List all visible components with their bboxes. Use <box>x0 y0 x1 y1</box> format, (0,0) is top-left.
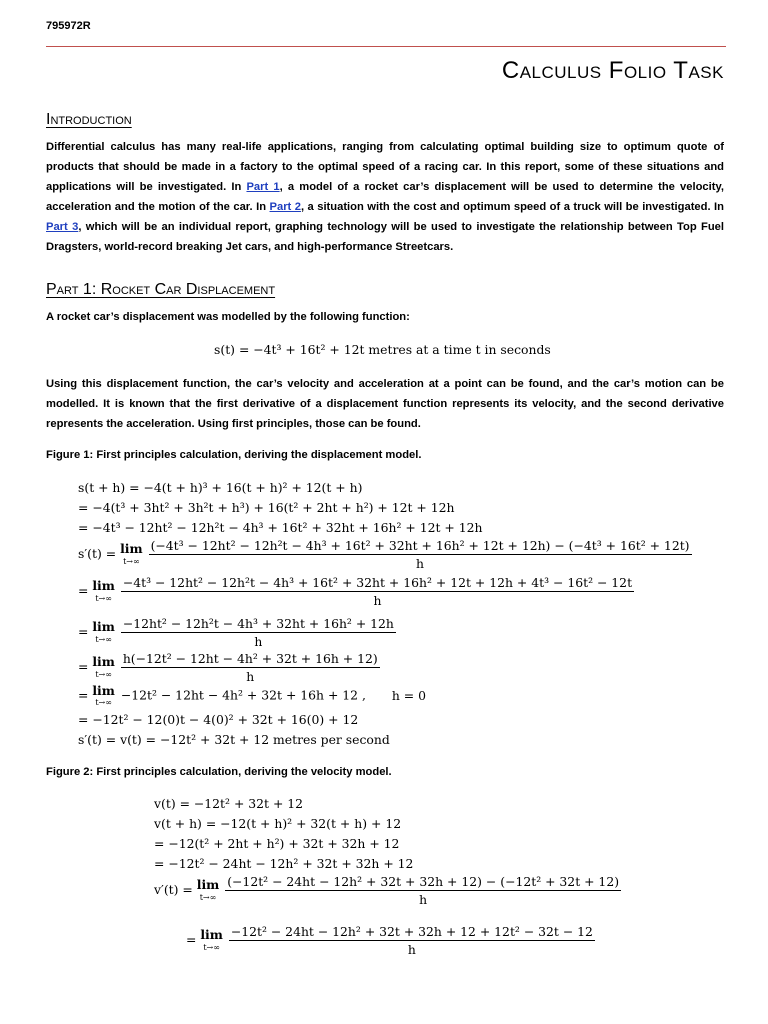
part-3-link[interactable]: Part 3 <box>46 221 79 233</box>
introduction-paragraph <box>46 137 724 257</box>
intro-text-1: Differential calculus has many real-life applications, ranging from calculating optimal building size to optimum quote of products that should be made in a factory to the optimal speed of a racing car. In this report, some of these situations and applications will be investigated. In <box>46 141 724 193</box>
displacement-model-equation: s(t) = −4t³ + 16t² + 12t metres at a time t in seconds <box>214 342 551 357</box>
fraction <box>121 616 396 649</box>
part-2-link[interactable]: Part 2 <box>269 201 301 213</box>
page-title: Calculus Folio Task <box>501 57 724 84</box>
fig1-step-4: = lim t→∞ −12t² − 12ht − 4h² + 32t + 16h + 12 , h = 0 <box>78 683 426 708</box>
fraction-numerator: (−12t² − 24ht − 12h² + 32t + 32h + 12) − (−12t² + 32t + 12) <box>227 874 620 889</box>
part-1-intro: A rocket car’s displacement was modelled by the following function: <box>46 311 410 323</box>
fig1-substitution: = −12t² − 12(0)t − 4(0)² + 32t + 16(0) + 12 <box>78 712 359 727</box>
fig2-line-3: = −12(t² + 2ht + h²) + 32t + 32h + 12 <box>154 836 400 851</box>
h-equals-zero: h = 0 <box>391 687 426 703</box>
fraction-denominator: h <box>373 593 382 608</box>
fraction <box>149 538 692 571</box>
fig2-step-1: = lim t→∞ $\frac{\text{−12t² − 24ht − 12h² + 32t + 32h + 12 + 12t² − 32t − 12}}{h}$ <box>186 924 593 957</box>
fraction-numerator: −12ht² − 12h²t − 4h³ + 32ht + 16h² + 12h <box>122 616 394 631</box>
fraction-denominator: h <box>419 892 428 907</box>
fraction-numerator: (−4t³ − 12ht² − 12h²t − 4h³ + 16t² + 32ht + 16h² + 12t + 12h) − (−4t³ + 16t² + 12t) <box>150 538 690 553</box>
fraction <box>225 874 621 907</box>
limit-operator: lim t→∞ <box>92 683 115 708</box>
limit-expression: −12t² − 12ht − 4h² + 32t + 16h + 12 , <box>120 687 366 703</box>
figure-2-caption: Figure 2: First principles calculation, deriving the velocity model. <box>46 766 392 778</box>
fig2-vprime-row <box>154 874 621 907</box>
fig1-step-3: = lim t→∞ $\frac{\text{h(−12t² − 12ht − 4h² + 32t + 16h + 12)}}{h}$ <box>78 651 378 684</box>
fraction-numerator: h(−12t² − 12ht − 4h² + 32t + 16h + 12) <box>122 651 378 666</box>
document-id: 795972R <box>46 20 91 32</box>
fig2-line-1: v(t) = −12t² + 32t + 12 <box>154 796 304 811</box>
fig1-result: s′(t) = v(t) = −12t² + 32t + 12 metres per second <box>78 732 390 747</box>
limit-operator: lim t→∞ <box>92 578 115 603</box>
intro-text-4: , which will be an individual report, graphing technology will be used to investigate the relationship between Top Fuel Dragsters, world-record breaking Jet cars, and high-performance Streetcars. <box>46 221 725 253</box>
intro-text-2: , a model of a rocket car’s displacement will be used to determine the velocity, acceleration and the motion of the car. In <box>46 181 724 213</box>
part-1-link[interactable]: Part 1 <box>246 181 280 193</box>
fig1-sprime-row <box>78 538 692 571</box>
fraction <box>121 575 634 608</box>
fig1-line-1: s(t + h) = −4(t + h)³ + 16(t + h)² + 12(t + h) <box>78 480 363 495</box>
limit-operator: lim t→∞ <box>92 654 115 679</box>
introduction-heading: Introduction <box>46 111 132 128</box>
fig2-line-2: v(t + h) = −12(t + h)² + 32(t + h) + 12 <box>154 816 402 831</box>
figure-1-caption: Figure 1: First principles calculation, deriving the displacement model. <box>46 449 422 461</box>
fraction-denominator: h <box>416 556 425 571</box>
fig1-line-3: = −4t³ − 12ht² − 12h²t − 4h³ + 16t² + 32ht + 16h² + 12t + 12h <box>78 520 483 535</box>
limit-operator: lim t→∞ <box>120 541 143 566</box>
fraction <box>121 651 380 684</box>
part-1-paragraph: Using this displacement function, the car’s velocity and acceleration at a point can be found, and the car’s motion can be modelled. It is known that the first derivative of a displacement function represents its velocity, and the second derivative represents the acceleration. Using first principles, those can be found. <box>46 378 724 430</box>
header-rule <box>46 46 726 47</box>
fraction-denominator: h <box>254 634 263 649</box>
part-1-heading: Part 1: Rocket Car Displacement <box>46 281 276 298</box>
fig1-step-2: = lim t→∞ $\frac{\text{−12ht² − 12h²t − 4h³ + 32ht + 16h² + 12h}}{h}$ <box>78 616 394 649</box>
intro-text-3: , a situation with the cost and optimum speed of a truck will be investigated. In <box>300 201 724 213</box>
fig2-line-4: = −12t² − 24ht − 12h² + 32t + 32h + 12 <box>154 856 414 871</box>
fraction-numerator: −4t³ − 12ht² − 12h²t − 4h³ + 16t² + 32ht + 16h² + 12t + 12h + 4t³ − 16t² − 12t <box>122 575 633 590</box>
limit-operator: lim t→∞ <box>200 927 223 952</box>
figure-1-derivation <box>78 480 718 752</box>
fig1-line-2: = −4(t³ + 3ht² + 3h²t + h³) + 16(t² + 2ht + h²) + 12t + 12h <box>78 500 455 515</box>
fraction-numerator: −12t² − 24ht − 12h² + 32t + 32h + 12 + 12t² − 32t − 12 <box>230 924 593 939</box>
fraction-denominator: h <box>246 669 255 684</box>
figure-2-derivation <box>154 796 714 966</box>
fig1-step-1: = lim t→∞ −4t³ − 12ht² − 12h²t − 4h³ + 16t² + 32ht + 16h² + 12t + 12h + 4t³ − 16t² − 12t h <box>78 575 633 608</box>
limit-operator: lim t→∞ <box>92 619 115 644</box>
fraction-denominator: h <box>407 942 416 957</box>
sprime-lhs: s′(t) = <box>78 546 117 561</box>
fraction <box>229 924 595 957</box>
vprime-lhs: v′(t) = <box>154 882 193 897</box>
limit-operator: lim t→∞ <box>196 877 220 902</box>
